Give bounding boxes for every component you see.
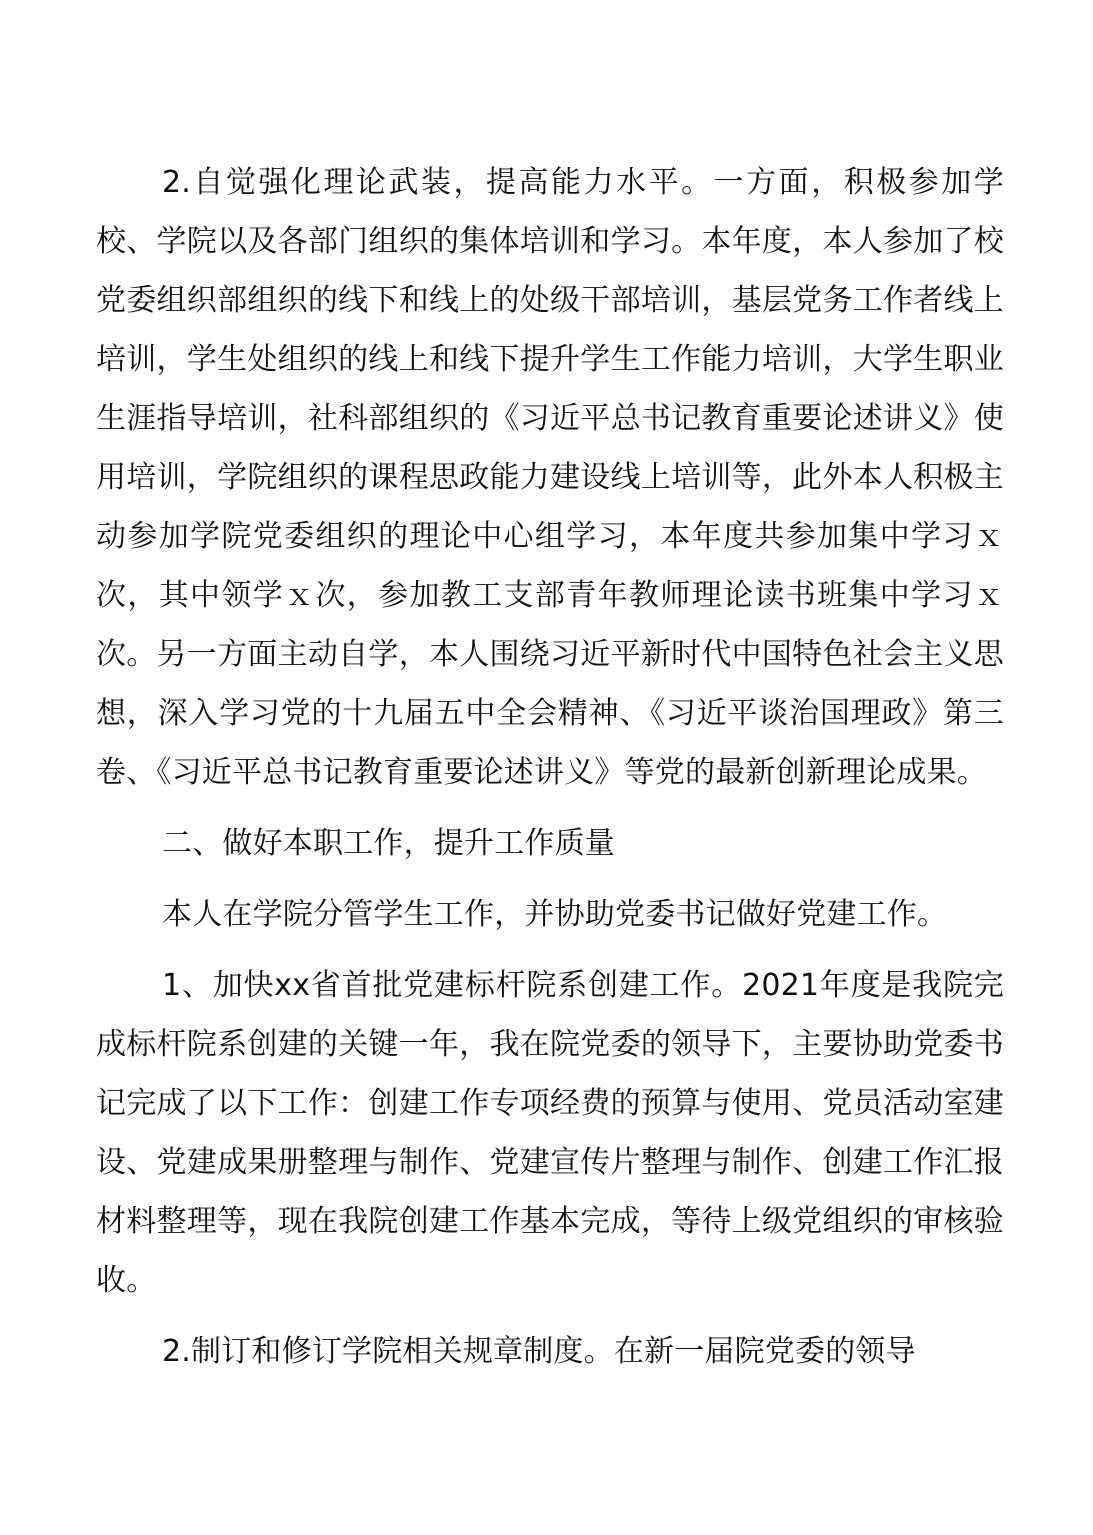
paragraph-benchmark-creation: 1、加快xx省首批党建标杆院系创建工作。2021年度是我院完成标杆院系创建的关键一年，我在院党委的领导下，主要协助党委书记完成了以下工作：创建工作专项经费的预算与使用、党员活动室建设、党建成果册整理与制作、党建宣传片整理与制作、创建工作汇报材料整理等，现在我院创建工作基本完成，等待上级党组织的审核验收。	[96, 968, 1004, 1298]
paragraph-regulations: 2.制订和修订学院相关规章制度。在新一届院党委的领导	[162, 1334, 916, 1369]
document-body	[96, 153, 1004, 1381]
section-heading-duties: 二、做好本职工作，提升工作质量	[162, 826, 615, 861]
paragraph-theory-study: 2.自觉强化理论武装，提高能力水平。一方面，积极参加学校、学院以及各部门组织的集体培训和学习。本年度，本人参加了校党委组织部组织的线下和线上的处级干部培训，基层党务工作者线上培训，学生处组织的线上和线下提升学生工作能力培训，大学生职业生涯指导培训，社科部组织的《习近平总书记教育重要论述讲义》使用培训，学院组织的课程思政能力建设线上培训等，此外本人积极主动参加学院党委组织的理论中心组学习，本年度共参加集中学习ｘ次，其中领学ｘ次，参加教工支部青年教师理论读书班集中学习ｘ次。另一方面主动自学，本人围绕习近平新时代中国特色社会主义思想，深入学习党的十九届五中全会精神、《习近平谈治国理政》第三卷、《习近平总书记教育重要论述讲义》等党的最新创新理论成果。	[96, 165, 1004, 790]
paragraph-responsibilities: 本人在学院分管学生工作，并协助党委书记做好党建工作。	[162, 897, 948, 932]
